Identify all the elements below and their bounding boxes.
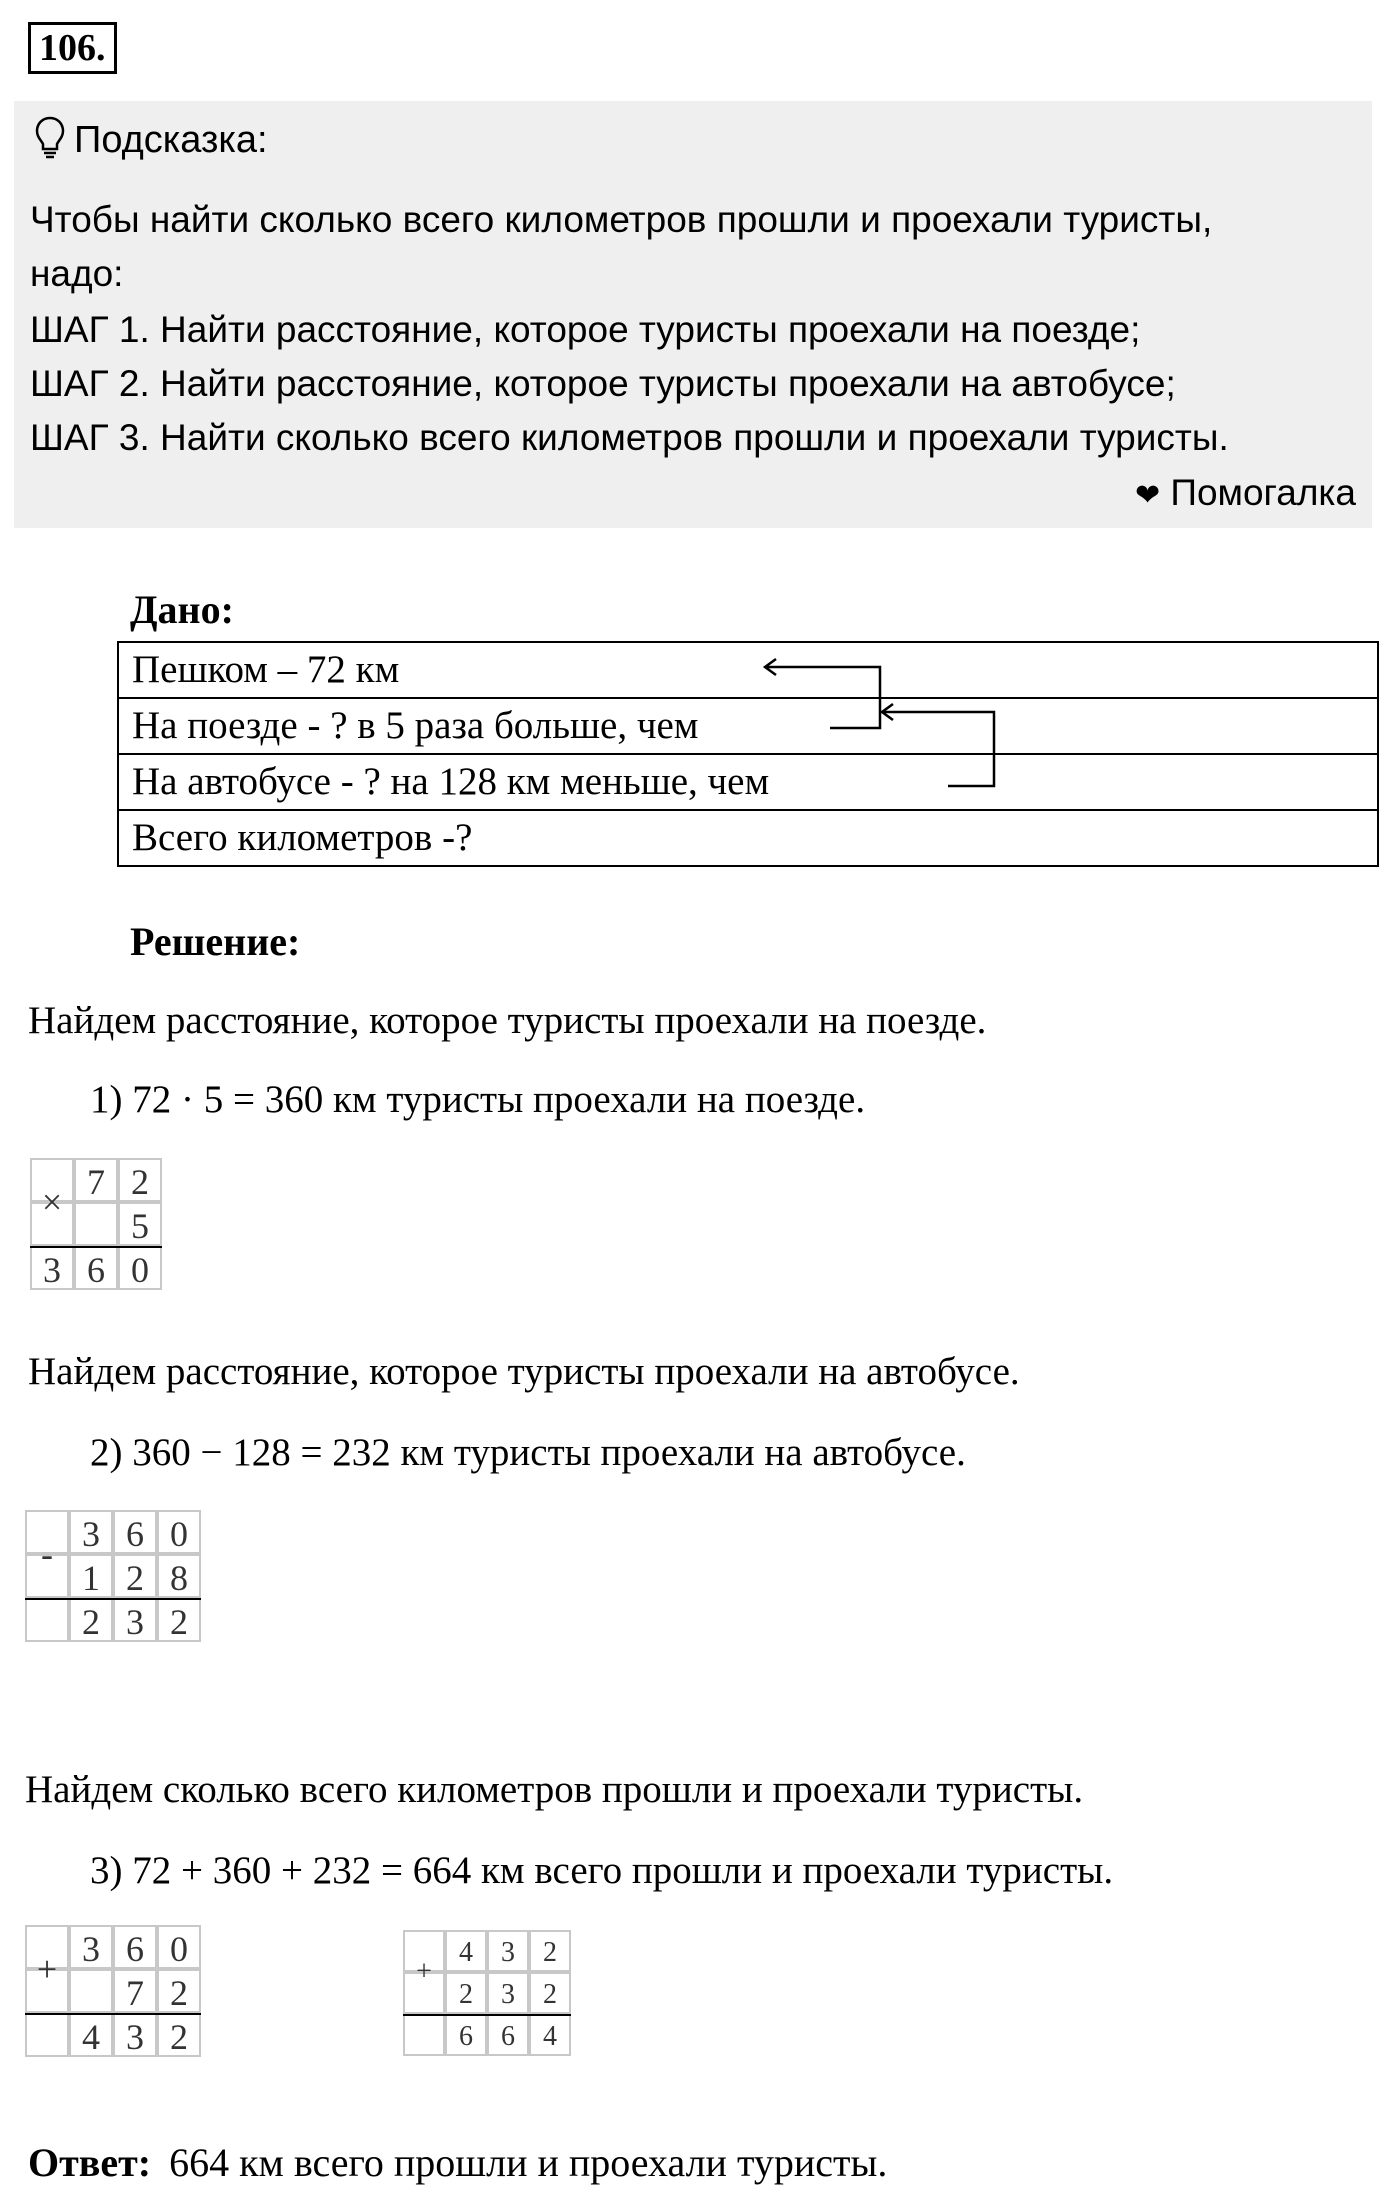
digit-cell (69, 1969, 113, 2013)
operator-sign: × (41, 1182, 63, 1222)
digit-cell: 2 (445, 1972, 487, 2014)
brand-label (1135, 472, 1356, 514)
digit-cell: 3 (113, 1598, 157, 1642)
digit-cell: 3 (30, 1246, 74, 1290)
digit-cell: 2 (69, 1598, 113, 1642)
digit-cell: 0 (157, 1925, 201, 1969)
digit-cell: 0 (118, 1246, 162, 1290)
hint-step-text: Найти расстояние, которое туристы проехали на автобусе; (160, 363, 1176, 404)
result-line (25, 1598, 201, 1600)
answer-text: 664 км всего прошли и проехали туристы. (169, 2140, 888, 2185)
digit-cell: 6 (487, 2014, 529, 2056)
hint-step-3 (30, 417, 1229, 459)
step1-text: Найдем расстояние, которое туристы проехали на поезде. (28, 999, 987, 1042)
digit-cell: 2 (157, 1598, 201, 1642)
hint-title-text: Подсказка: (74, 119, 268, 162)
result-line (403, 2014, 571, 2016)
hint-box (14, 101, 1372, 528)
step2-text: Найдем расстояние, которое туристы проехали на автобусе. (28, 1350, 1020, 1393)
step1-calc: 1) 72 · 5 = 360 км туристы проехали на поезде. (90, 1078, 866, 1121)
digit-cell: 8 (157, 1554, 201, 1598)
given-row-total: Всего километров -? (132, 816, 473, 859)
digit-cell: 4 (445, 1930, 487, 1972)
digit-cell: 4 (529, 2014, 571, 2056)
digit-cell: 7 (74, 1158, 118, 1202)
digit-cell: 2 (157, 1969, 201, 2013)
digit-cell: 2 (118, 1158, 162, 1202)
add-column-2 (403, 1930, 571, 2056)
digit-cell: 0 (157, 1510, 201, 1554)
hint-step-label: ШАГ 2. (30, 363, 150, 404)
solution-heading: Решение: (130, 919, 301, 964)
digit-cell: 3 (487, 1930, 529, 1972)
digit-cell: 2 (157, 2013, 201, 2057)
result-line (25, 2013, 201, 2015)
given-row-walk: Пешком – 72 км (119, 643, 1377, 699)
brand-text: Помогалка (1170, 472, 1356, 513)
operator-sign: - (41, 1534, 53, 1574)
digit-cell: 3 (69, 1925, 113, 1969)
operator-sign: + (416, 1956, 432, 1987)
digit-cell: 6 (113, 1510, 157, 1554)
digit-cell (25, 2013, 69, 2057)
sub-column (25, 1510, 201, 1642)
operator-sign: + (36, 1949, 58, 1989)
add-column-1 (25, 1925, 201, 2057)
digit-cell: 5 (118, 1202, 162, 1246)
digit-cell: 2 (529, 1972, 571, 2014)
step3-text: Найдем сколько всего километров прошли и проехали туристы. (25, 1768, 1084, 1811)
hint-step-2 (30, 363, 1176, 405)
given-row-train: На поезде - ? в 5 раза больше, чем (119, 699, 1377, 755)
heart-icon: ❤ (1134, 479, 1161, 512)
hint-intro-line-2: надо: (30, 253, 124, 294)
hint-step-text: Найти расстояние, которое туристы проехали на поезде; (160, 309, 1141, 350)
digit-cell: 6 (445, 2014, 487, 2056)
digit-cell: 2 (113, 1554, 157, 1598)
digit-cell (403, 2014, 445, 2056)
step2-calc: 2) 360 − 128 = 232 км туристы проехали на автобусе. (90, 1431, 966, 1474)
given-heading: Дано: (130, 587, 234, 632)
hint-step-1 (30, 309, 1140, 351)
mult-column (30, 1158, 162, 1290)
digit-cell (74, 1202, 118, 1246)
digit-cell: 6 (113, 1925, 157, 1969)
answer-label: Ответ: (28, 2140, 152, 2185)
digit-cell: 3 (487, 1972, 529, 2014)
hint-title (34, 115, 268, 169)
hint-step-label: ШАГ 1. (30, 309, 150, 350)
digit-cell: 7 (113, 1969, 157, 2013)
hint-intro-line-1: Чтобы найти сколько всего километров прошли и проехали туристы, (30, 199, 1213, 240)
digit-cell: 1 (69, 1554, 113, 1598)
digit-cell: 4 (69, 2013, 113, 2057)
digit-cell: 2 (529, 1930, 571, 1972)
step3-calc: 3) 72 + 360 + 232 = 664 км всего прошли и проехали туристы. (90, 1849, 1114, 1892)
given-table (117, 641, 1379, 867)
digit-cell: 3 (113, 2013, 157, 2057)
given-row-bus: На автобусе - ? на 128 км меньше, чем (119, 755, 1377, 811)
hint-step-text: Найти сколько всего километров прошли и проехали туристы. (160, 417, 1229, 458)
task-number: 106. (28, 22, 117, 74)
digit-cell: 3 (69, 1510, 113, 1554)
result-line (30, 1246, 162, 1248)
hint-step-label: ШАГ 3. (30, 417, 150, 458)
digit-cell (25, 1598, 69, 1642)
digit-cell: 6 (74, 1246, 118, 1290)
answer (28, 2139, 887, 2186)
lightbulb-icon (34, 115, 66, 169)
